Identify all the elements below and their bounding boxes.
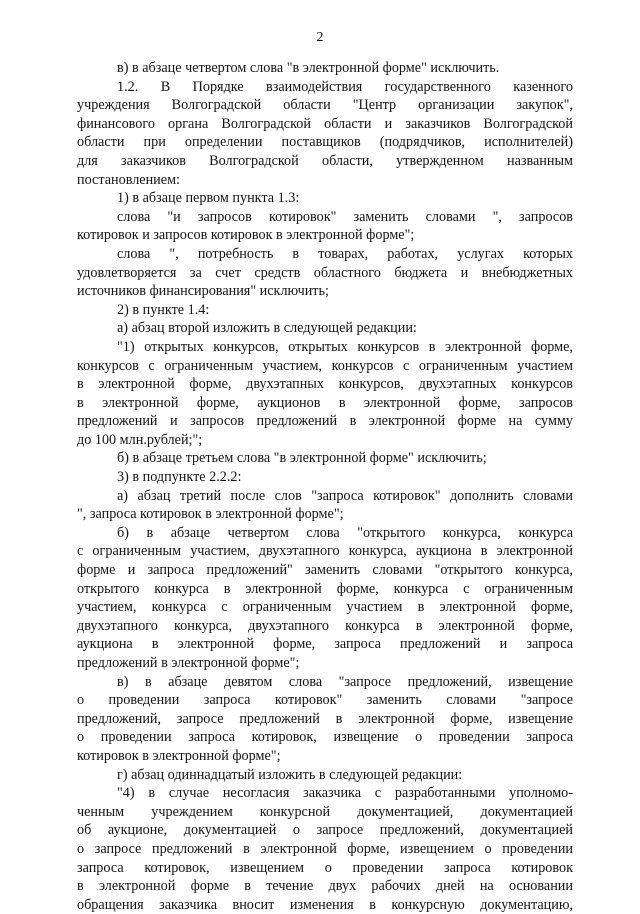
text-line: 2) в пункте 1.4: <box>117 301 210 318</box>
text-line: об аукционе, документацией о запросе предложений, документацией <box>77 822 573 839</box>
text-line: о проведении запроса котировок" заменить словами "запросе <box>77 692 573 709</box>
text-line: в электронной форме в течение двух рабочих дней на основании <box>77 878 573 895</box>
text-line: слова ", потребность в товарах, работах, услугах которых <box>117 245 573 262</box>
page-number: 2 <box>316 30 324 45</box>
text-line: запроса котировок, извещением о проведении запроса котировок <box>77 859 573 876</box>
text-line: постановлением: <box>77 171 180 188</box>
text-line: аукциона в электронной форме, запроса предложений и запроса <box>77 636 573 653</box>
text-line: конкурсов с ограниченным участием, конкурсов с ограниченным участием <box>77 357 573 374</box>
text-line: ", запроса котировок в электронной форме"; <box>77 506 344 523</box>
text-line: источников финансирования" исключить; <box>77 283 329 300</box>
text-line: для заказчиков Волгоградской области, утвержденном названным <box>77 152 573 169</box>
text-line: ченным учреждением конкурсной документацией, документацией <box>77 803 573 820</box>
text-line: о запросе предложений в электронной форме, извещением о проведении <box>77 840 573 857</box>
text-line: в электронной форме, двухэтапных конкурсов, двухэтапных конкурсов <box>77 376 573 393</box>
text-line: предложений и запросов предложений в электронной форме на сумму <box>77 413 573 430</box>
text-line: двухэтапного конкурса, двухэтапного конкурса в электронной форме, <box>77 617 573 634</box>
text-line: г) абзац одиннадцатый изложить в следующей редакции: <box>117 766 463 783</box>
text-line: "4) в случае несогласия заказчика с разработанными уполномо- <box>117 785 573 802</box>
document-body <box>77 59 573 914</box>
text-line: удовлетворяется за счет средств областного бюджета и внебюджетных <box>77 264 573 281</box>
text-line: 1.2. В Порядке взаимодействия государственного казенного <box>117 78 573 95</box>
text-line: б) в абзаце третьем слова "в электронной форме" исключить; <box>117 450 487 467</box>
text-line: 3) в подпункте 2.2.2: <box>117 469 242 486</box>
text-line: с ограниченным участием, двухэтапного конкурса, аукциона в электронной <box>77 543 573 560</box>
text-line: "1) открытых конкурсов, открытых конкурсов в электронной форме, <box>117 338 573 355</box>
text-line: котировок в электронной форме"; <box>77 747 281 764</box>
text-line: а) абзац второй изложить в следующей редакции: <box>117 320 417 337</box>
text-line: а) абзац третий после слов "запроса котировок" дополнить словами <box>117 487 573 504</box>
text-line: форме и запроса предложений" заменить словами "открытого конкурса, <box>77 562 573 579</box>
text-line: обращения заказчика вносит изменения в конкурсную документацию, <box>77 896 573 913</box>
text-line: участием, конкурса с ограниченным участием в электронной форме, <box>77 599 573 616</box>
text-line: учреждения Волгоградской области "Центр организации закупок", <box>77 97 573 114</box>
text-line: в электронной форме, аукционов в электронной форме, запросов <box>77 394 573 411</box>
text-line: б) в абзаце четвертом слова "открытого конкурса, конкурса <box>117 524 573 541</box>
text-line: финансового органа Волгоградской области и заказчиков Волгоградской <box>77 115 573 132</box>
text-line: о проведении запроса котировок, извещение о проведении запроса <box>77 729 573 746</box>
text-line: слова "и запросов котировок" заменить словами ", запросов <box>117 208 573 225</box>
text-line: в) в абзаце четвертом слова "в электронной форме" исключить. <box>117 60 500 76</box>
text-line: открытого конкурса в электронной форме, конкурса с ограниченным <box>77 580 573 597</box>
text-line: предложений, запросе предложений в электронной форме, извещение <box>77 710 573 727</box>
text-line: котировок и запросов котировок в электронной форме"; <box>77 227 415 244</box>
text-line: до 100 млн.рублей;"; <box>77 431 203 448</box>
text-line: в) в абзаце девятом слова "запросе предложений, извещение <box>117 673 573 690</box>
text-line: области при определении поставщиков (подрядчиков, исполнителей) <box>77 134 573 151</box>
text-line: 1) в абзаце первом пункта 1.3: <box>117 190 300 207</box>
text-line: предложений в электронной форме"; <box>77 655 300 671</box>
